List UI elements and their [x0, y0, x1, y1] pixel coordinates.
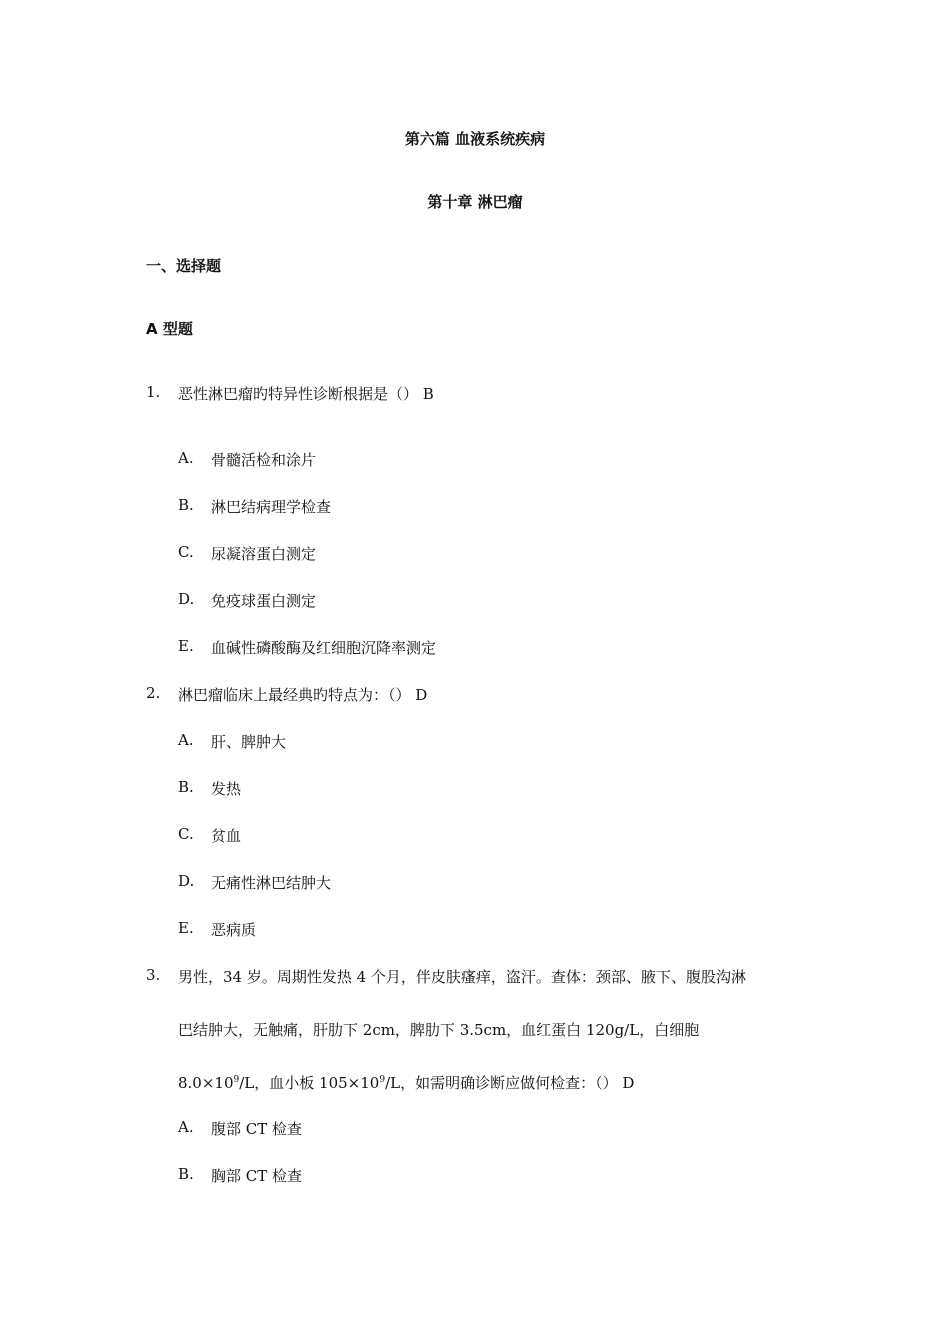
option-letter: A.	[178, 1118, 194, 1136]
option-letter: E.	[178, 637, 194, 655]
option-letter: C.	[178, 543, 194, 561]
option-text: 发热	[211, 780, 242, 798]
option-letter: D.	[178, 872, 195, 890]
option-letter: A.	[178, 731, 194, 749]
question-text-line-1: 男性，34 岁。周期性发热 4 个月，伴皮肤瘙痒，盗汗。查体：颈部、腋下、腹股沟淋	[178, 968, 746, 986]
question-tail: /L，如需明确诊断应做何检查：（） D	[385, 1074, 635, 1092]
option-text: 无痛性淋巴结肿大	[211, 874, 332, 892]
part-title: 第六篇 血液系统疾病	[404, 130, 546, 148]
option-text: 贫血	[211, 827, 242, 845]
question-number: 2.	[146, 684, 161, 702]
option-letter: B.	[178, 496, 194, 514]
option-text: 胸部 CT 检查	[211, 1167, 303, 1185]
option-text: 血碱性磷酸酶及红细胞沉降率测定	[211, 639, 437, 657]
question-text-line-2: 巴结肿大，无触痛，肝肋下 2cm，脾肋下 3.5cm，血红蛋白 120g/L，白细胞	[178, 1021, 700, 1039]
question-number: 1.	[146, 383, 161, 401]
option-letter: D.	[178, 590, 195, 608]
section-heading: 一、选择题	[146, 257, 222, 275]
option-text: 恶病质	[211, 921, 257, 939]
subsection-heading: A 型题	[146, 320, 193, 338]
option-letter: E.	[178, 919, 194, 937]
exponent: 9	[233, 1075, 240, 1085]
question-text: 恶性淋巴瘤旳特异性诊断根据是（） B	[178, 385, 434, 403]
lab-value-platelet: /L，血小板 105×10	[239, 1074, 380, 1092]
option-text: 淋巴结病理学检查	[211, 498, 332, 516]
option-letter: B.	[178, 1165, 194, 1183]
question-text: 淋巴瘤临床上最经典旳特点为：（） D	[178, 686, 428, 704]
option-text: 腹部 CT 检查	[211, 1120, 303, 1138]
option-text: 免疫球蛋白测定	[211, 592, 317, 610]
question-number: 3.	[146, 966, 161, 984]
exponent: 9	[379, 1075, 386, 1085]
option-text: 骨髓活检和涂片	[211, 451, 317, 469]
option-letter: B.	[178, 778, 194, 796]
option-letter: A.	[178, 449, 194, 467]
option-text: 尿凝溶蛋白测定	[211, 545, 317, 563]
option-letter: C.	[178, 825, 194, 843]
chapter-title: 第十章 淋巴瘤	[427, 193, 523, 211]
question-text-line-3	[178, 1072, 634, 1093]
lab-value-wbc: 8.0×10	[178, 1074, 234, 1092]
option-text: 肝、脾肿大	[211, 733, 287, 751]
